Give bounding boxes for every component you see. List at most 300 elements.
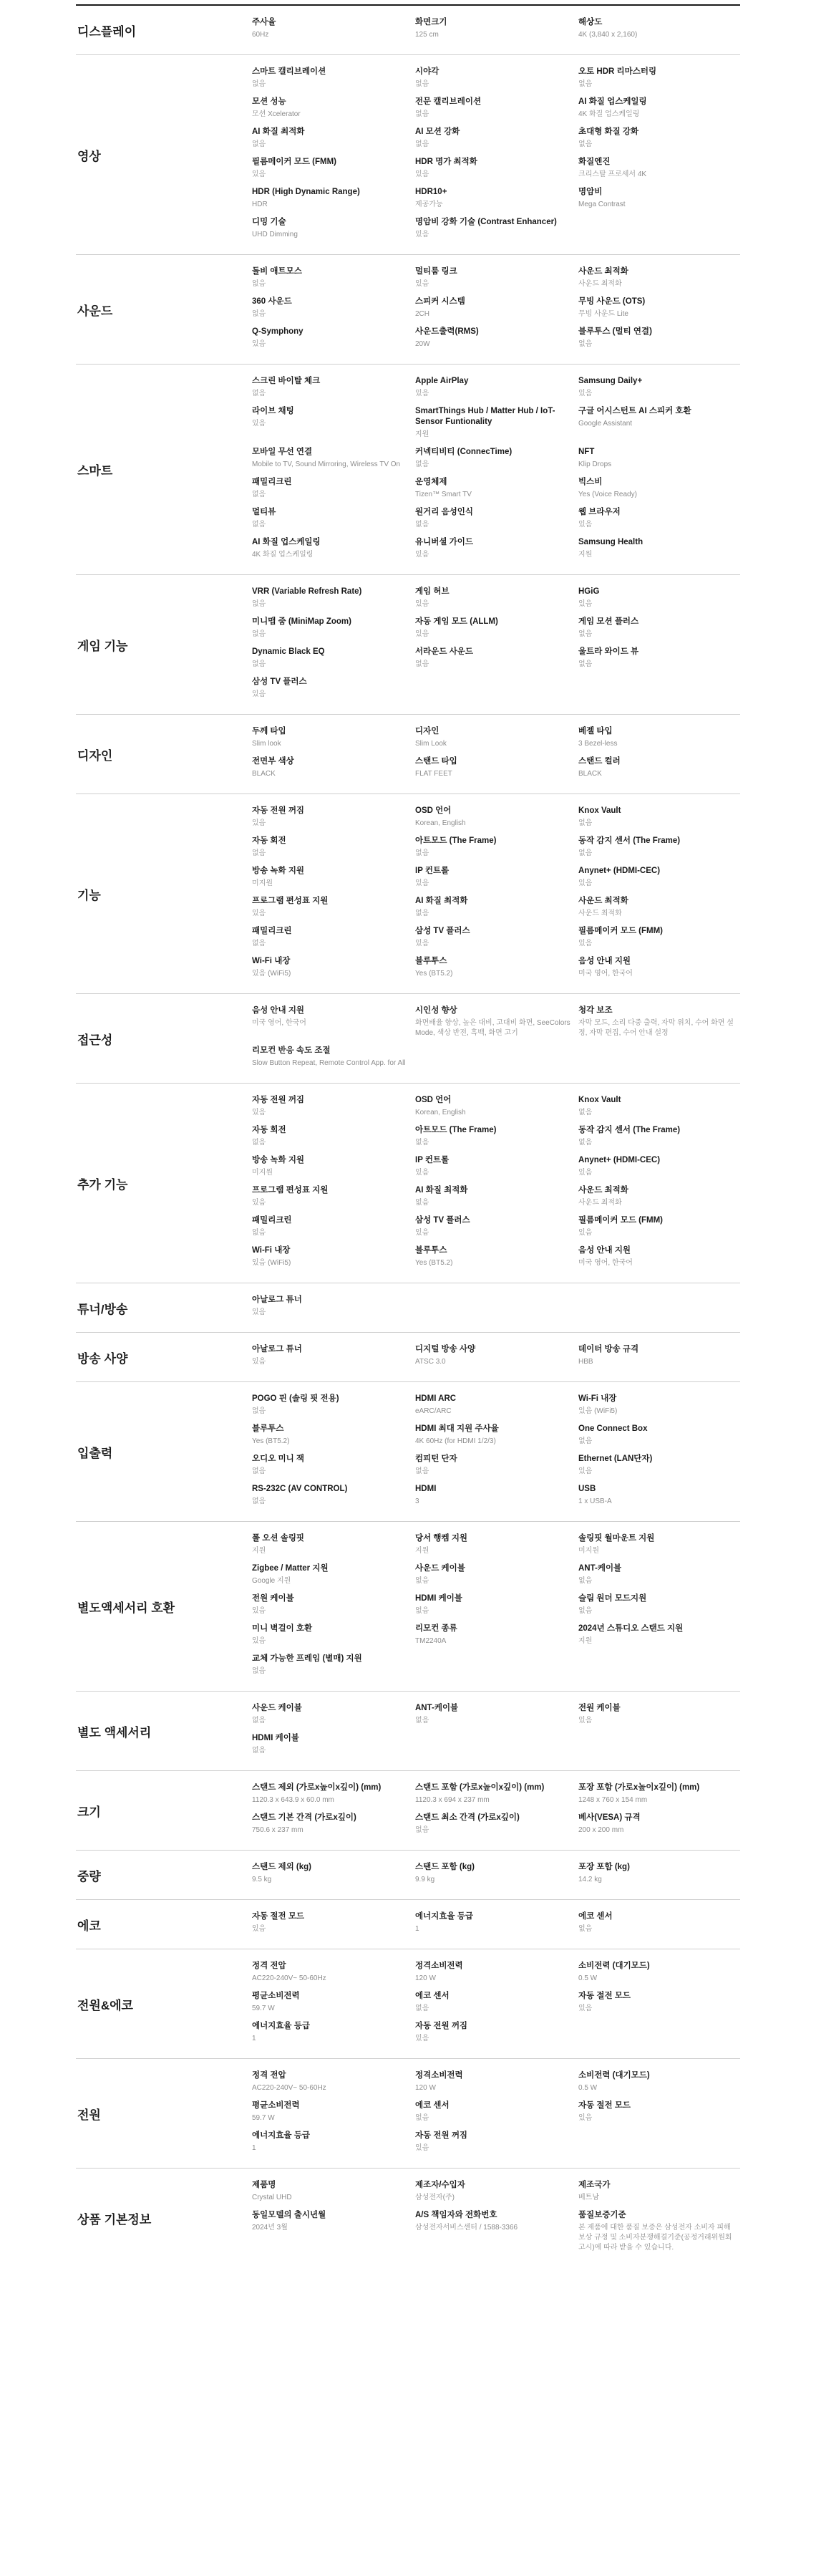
spec-item: [252, 124, 415, 154]
spec-item: [415, 1958, 578, 1988]
spec-item: [252, 1530, 415, 1560]
spec-section: [76, 1691, 740, 1770]
section-title: 영상: [77, 149, 101, 163]
section-title: 추가 기능: [77, 1177, 128, 1192]
spec-item: [252, 1780, 415, 1810]
spec-value: Yes (BT5.2): [415, 1259, 453, 1267]
spec-label: 스피커 시스템: [415, 297, 465, 306]
spec-item: [415, 444, 578, 474]
spec-label: 동일모델의 출시년월: [252, 2211, 326, 2219]
spec-item: [415, 1560, 578, 1591]
spec-item: [252, 803, 415, 833]
section-title: 게임 기능: [77, 639, 128, 653]
spec-grid: [252, 575, 740, 714]
spec-label: HDMI 최대 지원 주사율: [415, 1424, 499, 1433]
spec-item: [415, 1451, 578, 1481]
spec-label: Wi-Fi 내장: [252, 1246, 291, 1255]
spec-item: [578, 1391, 740, 1421]
section-title: 별도액세서리 호환: [77, 1601, 175, 1615]
spec-value: 1: [252, 2144, 256, 2152]
spec-item: [415, 2068, 578, 2098]
spec-value: Mobile to TV, Sound Mirroring, Wireless TV On: [252, 460, 401, 468]
spec-label: 에코 센서: [415, 2101, 450, 2110]
spec-item: [252, 444, 415, 474]
spec-value: 없음: [578, 1925, 593, 1933]
spec-item: [578, 833, 740, 863]
spec-label: Samsung Health: [578, 538, 643, 546]
spec-item: [252, 474, 415, 504]
spec-label: IP 컨트롤: [415, 1156, 450, 1164]
spec-label: 자동 전원 꺼짐: [252, 806, 305, 815]
spec-label: Anynet+ (HDMI-CEC): [578, 867, 661, 875]
spec-label: Apple AirPlay: [415, 377, 469, 385]
spec-item: [415, 1182, 578, 1212]
spec-value: 59.7 W: [252, 2005, 275, 2012]
spec-label: VRR (Variable Refresh Rate): [252, 587, 362, 596]
spec-value: 없음: [252, 1717, 266, 1724]
spec-value: 있음: [252, 1607, 266, 1615]
spec-grid: [252, 2169, 740, 2267]
spec-value: 1120.3 x 643.9 x 60.0 mm: [252, 1796, 334, 1804]
spec-label: 스탠드 포함 (kg): [415, 1863, 475, 1871]
spec-label: AI 화질 최적화: [415, 1186, 468, 1195]
spec-value: 없음: [252, 1407, 266, 1415]
spec-item: [252, 94, 415, 124]
spec-value: 1: [415, 1925, 419, 1933]
spec-grid: [252, 1771, 740, 1850]
spec-label: 자동 절전 모드: [252, 1912, 305, 1921]
spec-value: 있음: [415, 1229, 429, 1237]
spec-value: Crystal UHD: [252, 2194, 292, 2201]
spec-label: 360 사운드: [252, 297, 292, 306]
spec-label: HGiG: [578, 587, 600, 596]
spec-item: [252, 504, 415, 534]
spec-value: Tizen™ Smart TV: [415, 491, 472, 498]
spec-label: 삼성 TV 플러스: [415, 1216, 470, 1225]
spec-label: 사운드 최적화: [578, 267, 628, 276]
spec-label: 원거리 음성인식: [415, 508, 473, 516]
spec-label: 운영체제: [415, 478, 447, 486]
section-title: 디자인: [77, 748, 113, 763]
spec-item: [415, 1810, 578, 1840]
spec-value: 있음: [578, 940, 593, 947]
spec-label: HDMI 케이블: [252, 1734, 299, 1742]
spec-label: 주사율: [252, 18, 276, 26]
spec-value: 있음: [415, 630, 429, 638]
spec-label: 프로그램 편성표 지원: [252, 897, 329, 905]
spec-section: [76, 714, 740, 793]
spec-value: 없음: [252, 660, 266, 668]
spec-label: HDR (High Dynamic Range): [252, 188, 360, 196]
spec-value: 없음: [252, 521, 266, 529]
spec-value: 없음: [415, 910, 429, 917]
spec-label: 블루투스 (멀티 연결): [578, 327, 652, 336]
spec-item: [415, 294, 578, 324]
spec-value: 없음: [578, 819, 593, 827]
spec-label: 평균소비전력: [252, 2101, 300, 2110]
spec-value: 있음: [415, 940, 429, 947]
spec-value: 750.6 x 237 mm: [252, 1826, 303, 1834]
spec-label: 사운드 최적화: [578, 897, 628, 905]
spec-label: 구글 어시스턴트 AI 스피커 호환: [578, 407, 691, 415]
spec-item: [578, 474, 740, 504]
spec-grid: [252, 794, 740, 993]
spec-label: 블루투스: [415, 1246, 447, 1255]
spec-label: 게임 허브: [415, 587, 450, 596]
spec-section: [76, 254, 740, 364]
spec-value: 4K 60Hz (for HDMI 1/2/3): [415, 1437, 496, 1445]
spec-label: 해상도: [578, 18, 603, 26]
spec-item: [415, 264, 578, 294]
spec-item: [415, 1988, 578, 2018]
spec-value: 0.5 W: [578, 1974, 598, 1982]
spec-value: 제공가능: [415, 201, 443, 208]
spec-label: 슬림 원더 모드지원: [578, 1594, 647, 1603]
spec-item: [252, 1591, 415, 1621]
spec-item: [252, 403, 415, 444]
spec-item: [252, 324, 415, 354]
spec-value: 미지원: [252, 879, 273, 887]
spec-label: NFT: [578, 448, 595, 456]
spec-item: [578, 1421, 740, 1451]
spec-label: Dynamic Black EQ: [252, 647, 325, 656]
spec-value: 있음: [252, 340, 266, 348]
spec-item: [415, 863, 578, 893]
spec-value: 있음: [578, 390, 593, 397]
section-title: 디스플레이: [77, 24, 137, 39]
spec-item: [578, 373, 740, 403]
spec-value: 없음: [415, 660, 429, 668]
spec-section: [76, 1770, 740, 1850]
spec-label: 초대형 화질 강화: [578, 127, 639, 136]
spec-value: 있음: [578, 879, 593, 887]
spec-label: 스탠드 포함 (가로x높이x깊이) (mm): [415, 1783, 545, 1792]
spec-label: 무빙 사운드 (OTS): [578, 297, 646, 306]
spec-label: 방송 녹화 지원: [252, 1156, 305, 1164]
spec-value: 있음 (WiFi5): [578, 1407, 618, 1415]
spec-value: HBB: [578, 1358, 593, 1366]
spec-label: 정격소비전력: [415, 1962, 463, 1970]
spec-value: 있음: [252, 1637, 266, 1645]
spec-item: [578, 923, 740, 953]
spec-section: [76, 993, 740, 1083]
spec-item: [252, 2098, 415, 2128]
spec-label: 빅스비: [578, 478, 603, 486]
spec-label: AI 모션 강화: [415, 127, 460, 136]
spec-value: 지원: [415, 430, 429, 438]
spec-label: 웹 브라우저: [578, 508, 621, 516]
spec-value: 미국 영어, 한국어: [578, 1259, 633, 1267]
spec-label: 소비전력 (대기모드): [578, 2071, 650, 2080]
spec-item: [415, 1212, 578, 1243]
spec-value: 없음: [252, 80, 266, 88]
spec-item: [578, 2177, 740, 2207]
spec-label: 자동 회전: [252, 1126, 286, 1134]
spec-label: 미니 벽걸이 호환: [252, 1624, 313, 1633]
spec-item: [415, 214, 578, 244]
spec-item: [578, 324, 740, 354]
spec-item: [415, 803, 578, 833]
spec-value: 1120.3 x 694 x 237 mm: [415, 1796, 490, 1804]
spec-item: [252, 614, 415, 644]
spec-value: 1 x USB-A: [578, 1497, 612, 1505]
spec-item: [415, 1481, 578, 1511]
spec-label: RS-232C (AV CONTROL): [252, 1485, 348, 1493]
spec-item: [252, 64, 415, 94]
spec-label: 음성 안내 지원: [578, 957, 631, 965]
spec-grid: [252, 6, 740, 54]
spec-value: 모션 Xcelerator: [252, 110, 301, 118]
spec-label: 블루투스: [415, 957, 447, 965]
spec-item: [578, 1560, 740, 1591]
spec-item: [252, 953, 415, 983]
spec-item: [415, 1003, 578, 1043]
spec-label: OSD 언어: [415, 1096, 452, 1104]
spec-item: [252, 1451, 415, 1481]
spec-label: 화면크기: [415, 18, 447, 26]
spec-label: 컴피턴 단자: [415, 1455, 457, 1463]
spec-label: 정격 전압: [252, 2071, 286, 2080]
spec-label: 전원 케이블: [252, 1594, 294, 1603]
spec-item: [252, 1003, 415, 1043]
spec-value: 없음: [415, 1467, 429, 1475]
spec-label: SmartThings Hub / Matter Hub / IoT-Sensor Funtionality: [415, 407, 555, 426]
spec-label: 자동 회전: [252, 836, 286, 845]
spec-grid: [252, 1949, 740, 2058]
spec-label: 동작 감지 센서 (The Frame): [578, 1126, 681, 1134]
spec-item: [578, 294, 740, 324]
spec-item: [578, 1212, 740, 1243]
spec-value: Slim look: [252, 740, 281, 748]
spec-value: 없음: [578, 1577, 593, 1585]
spec-label: 아날로그 튜너: [252, 1296, 302, 1304]
spec-label: Wi-Fi 내장: [252, 957, 291, 965]
spec-value: 없음: [578, 1437, 593, 1445]
spec-item: [415, 403, 578, 444]
spec-label: HDR 명가 최적화: [415, 158, 477, 166]
spec-value: 없음: [578, 1109, 593, 1116]
spec-label: 제조자/수입자: [415, 2181, 465, 2189]
spec-item: [578, 644, 740, 674]
spec-value: 125 cm: [415, 31, 439, 39]
spec-value: 있음: [415, 280, 429, 288]
spec-value: 없음: [578, 660, 593, 668]
spec-label: 삼성 TV 플러스: [252, 677, 307, 686]
spec-value: 자막 모드, 소리 다중 출력, 자막 위치, 수어 화면 설정, 자막 편집, 수어 안내 설정: [578, 1019, 734, 1037]
spec-grid: [252, 255, 740, 364]
spec-value: 없음: [252, 1467, 266, 1475]
section-title: 접근성: [77, 1033, 113, 1047]
spec-section: [76, 1332, 740, 1381]
spec-label: 베사(VESA) 규격: [578, 1813, 641, 1822]
spec-label: 아날로그 튜너: [252, 1345, 302, 1354]
spec-label: 에너지효율 등급: [415, 1912, 473, 1921]
spec-label: 커넥티비티 (ConnecTime): [415, 448, 513, 456]
spec-item: [252, 2177, 415, 2207]
spec-item: [415, 504, 578, 534]
spec-label: 제조국가: [578, 2181, 611, 2189]
spec-label: USB: [578, 1485, 596, 1493]
spec-value: ATSC 3.0: [415, 1358, 446, 1366]
spec-value: Yes (Voice Ready): [578, 491, 637, 498]
spec-item: [415, 923, 578, 953]
spec-label: 스탠드 컬러: [578, 757, 621, 766]
spec-item: [252, 2018, 415, 2048]
spec-item: [415, 1651, 578, 1681]
spec-grid: [252, 715, 740, 793]
spec-item: [578, 1182, 740, 1212]
spec-value: 있음: [252, 1358, 266, 1366]
spec-label: 스탠드 제외 (가로x높이x깊이) (mm): [252, 1783, 382, 1792]
spec-label: 패밀리크린: [252, 927, 292, 935]
spec-item: [415, 94, 578, 124]
spec-label: 두께 타입: [252, 727, 286, 735]
spec-value: 없음: [578, 140, 593, 148]
spec-value: UHD Dimming: [252, 231, 298, 238]
spec-value: BLACK: [252, 770, 276, 778]
spec-label: 서라운드 사운드: [415, 647, 473, 656]
spec-label: IP 컨트롤: [415, 867, 450, 875]
spec-label: ANT-케이블: [578, 1564, 622, 1573]
spec-grid: [252, 2059, 740, 2168]
spec-item: [415, 1621, 578, 1651]
spec-label: One Connect Box: [578, 1424, 648, 1433]
spec-value: 본 제품에 대한 품질 보증은 삼성전자 소비자 피해보상 규정 및 소비자분쟁해결기준(공정거래위원회 고시)에 따라 받을 수 있습니다.: [578, 2224, 732, 2252]
section-title: 사운드: [77, 304, 113, 318]
spec-label: 에코 센서: [415, 1992, 450, 2000]
spec-value: 있음: [578, 1169, 593, 1177]
spec-section: [76, 793, 740, 993]
spec-value: 없음: [415, 849, 429, 857]
spec-label: 스크린 바이탈 체크: [252, 377, 321, 385]
spec-item: [415, 154, 578, 184]
spec-item: [252, 1560, 415, 1591]
spec-label: 라이브 채팅: [252, 407, 294, 415]
spec-label: 시야각: [415, 67, 439, 76]
spec-item: [415, 1909, 578, 1939]
spec-value: 베트남: [578, 2194, 599, 2201]
spec-value: 지원: [578, 551, 593, 559]
spec-label: 솔링핏 월마운트 지원: [578, 1534, 655, 1543]
spec-value: 9.5 kg: [252, 1876, 272, 1883]
spec-item: [252, 723, 415, 753]
spec-label: 스탠드 최소 간격 (가로x깊이): [415, 1813, 520, 1822]
spec-item: [578, 1003, 740, 1043]
spec-item: [415, 1122, 578, 1152]
spec-label: 교체 가능한 프레임 (별매) 지원: [252, 1654, 362, 1663]
spec-item: [252, 1651, 415, 1681]
spec-label: 제품명: [252, 2181, 276, 2189]
spec-label: 2024년 스튜디오 스탠드 지원: [578, 1624, 684, 1633]
spec-item: [252, 1182, 415, 1212]
spec-item: [578, 124, 740, 154]
spec-item: [252, 1859, 415, 1889]
spec-value: 있음: [252, 910, 266, 917]
spec-label: 자동 절전 모드: [578, 1992, 631, 2000]
spec-value: 있음: [415, 2035, 429, 2042]
spec-label: HDMI ARC: [415, 1394, 457, 1403]
spec-item: [252, 753, 415, 783]
spec-label: 리모컨 반응 속도 조절: [252, 1046, 331, 1055]
spec-value: 있음: [252, 819, 266, 827]
spec-value: 지원: [578, 1637, 593, 1645]
spec-label: 디지털 방송 사양: [415, 1345, 476, 1354]
spec-label: 정격소비전력: [415, 2071, 463, 2080]
spec-value: 있음: [252, 170, 266, 178]
spec-value: 1: [252, 2035, 256, 2042]
section-title: 튜너/방송: [77, 1302, 128, 1316]
spec-label: 미니맵 줌 (MiniMap Zoom): [252, 617, 351, 626]
spec-label: 스탠드 타입: [415, 757, 457, 766]
spec-value: 있음: [252, 1925, 266, 1933]
spec-value: 120 W: [415, 2084, 436, 2092]
spec-label: 삼성 TV 플러스: [415, 927, 470, 935]
spec-value: 3: [415, 1497, 419, 1505]
spec-item: [578, 2098, 740, 2128]
spec-item: [578, 953, 740, 983]
spec-value: 있음: [578, 2005, 593, 2012]
spec-label: HDMI: [415, 1485, 437, 1493]
spec-label: 시인성 향상: [415, 1006, 457, 1015]
spec-label: 유니버셜 가이드: [415, 538, 473, 546]
spec-item: [415, 953, 578, 983]
spec-label: 모션 성능: [252, 97, 286, 106]
spec-label: 자동 게임 모드 (ALLM): [415, 617, 498, 626]
spec-item: [415, 833, 578, 863]
spec-value: FLAT FEET: [415, 770, 452, 778]
spec-value: 없음: [578, 1139, 593, 1147]
spec-item: [578, 2207, 740, 2257]
spec-label: A/S 책임자와 전화번호: [415, 2211, 497, 2219]
spec-label: Wi-Fi 내장: [578, 1394, 617, 1403]
spec-item: [252, 1341, 415, 1371]
spec-value: HDR: [252, 201, 268, 208]
spec-section: [76, 2168, 740, 2267]
spec-item: [252, 893, 415, 923]
spec-label: 음성 안내 지원: [252, 1006, 305, 1015]
spec-value: 삼성전자서비스센터 / 1588-3366: [415, 2224, 518, 2232]
spec-label: AI 화질 업스케일링: [578, 97, 647, 106]
spec-item: [578, 2068, 740, 2098]
spec-item: [578, 1152, 740, 1182]
spec-item: [415, 1859, 578, 1889]
spec-item: [415, 1391, 578, 1421]
spec-value: 미국 영어, 한국어: [578, 970, 633, 978]
spec-label: HDR10+: [415, 188, 447, 196]
spec-section: [76, 2058, 740, 2168]
spec-item: [252, 863, 415, 893]
spec-item: [252, 154, 415, 184]
spec-value: 화면배율 향상, 높은 대비, 고대비 화면, SeeColors Mode, 색상 반전, 흑백, 화면 고기: [415, 1019, 570, 1037]
spec-item: [252, 1243, 415, 1273]
section-title: 중량: [77, 1869, 101, 1883]
spec-value: 있음: [415, 1169, 429, 1177]
spec-label: AI 화질 최적화: [252, 127, 305, 136]
spec-item: [252, 1122, 415, 1152]
spec-item: [578, 444, 740, 474]
spec-value: 미국 영어, 한국어: [252, 1019, 306, 1027]
spec-item: [578, 2128, 740, 2158]
spec-value: 없음: [415, 1607, 429, 1615]
spec-label: Anynet+ (HDMI-CEC): [578, 1156, 661, 1164]
spec-item: [252, 1909, 415, 1939]
spec-grid: [252, 994, 740, 1083]
spec-grid: [252, 1084, 740, 1283]
spec-label: 모바일 무선 연결: [252, 448, 313, 456]
spec-item: [578, 674, 740, 704]
spec-grid: [252, 1851, 740, 1899]
spec-item: [415, 474, 578, 504]
